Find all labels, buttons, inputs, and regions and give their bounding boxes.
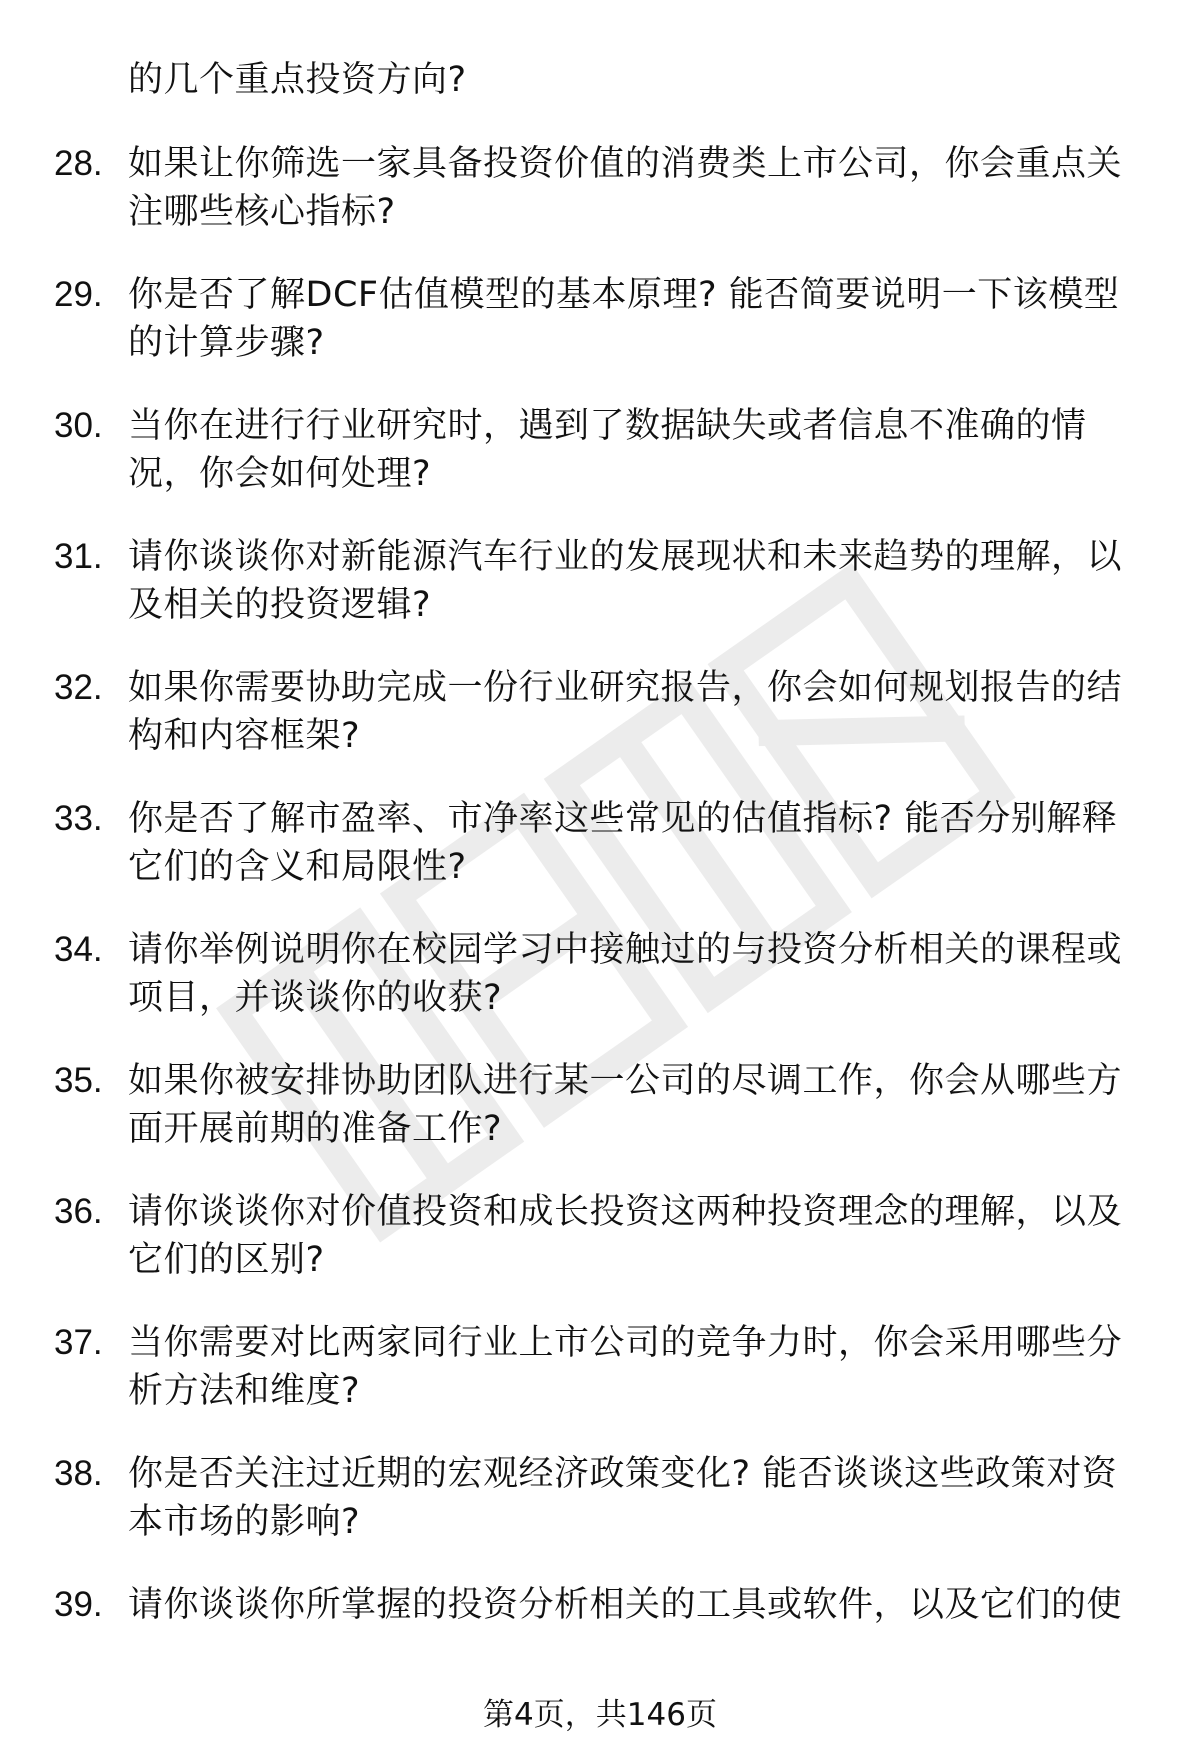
question-number: 34. (54, 930, 103, 969)
question-number: 37. (54, 1323, 103, 1362)
question-number: 36. (54, 1192, 103, 1231)
question-text: 如果让你筛选一家具备投资价值的消费类上市公司，你会重点关注哪些核心指标? (128, 144, 1123, 232)
question-text: 如果你需要协助完成一份行业研究报告，你会如何规划报告的结构和内容框架? (128, 668, 1123, 756)
question-text: 请你谈谈你对新能源汽车行业的发展现状和未来趋势的理解，以及相关的投资逻辑? (128, 537, 1123, 625)
question-text: 当你需要对比两家同行业上市公司的竞争力时，你会采用哪些分析方法和维度? (128, 1323, 1123, 1411)
question-item (0, 926, 1200, 1057)
question-text: 请你谈谈你所掌握的投资分析相关的工具或软件，以及它们的使 (128, 1585, 1123, 1625)
question-number: 35. (54, 1061, 103, 1100)
question-item (0, 1319, 1200, 1450)
question-text: 当你在进行行业研究时，遇到了数据缺失或者信息不准确的情况，你会如何处理? (128, 406, 1087, 494)
question-item (0, 533, 1200, 664)
question-number: 31. (54, 537, 103, 576)
question-text: 你是否了解DCF估值模型的基本原理? 能否简要说明一下该模型的计算步骤? (128, 275, 1120, 363)
question-text: 你是否关注过近期的宏观经济政策变化? 能否谈谈这些政策对资本市场的影响? (128, 1454, 1118, 1542)
question-item (0, 795, 1200, 926)
question-item (0, 1057, 1200, 1188)
question-text: 请你举例说明你在校园学习中接触过的与投资分析相关的课程或项目，并谈谈你的收获? (128, 930, 1123, 1018)
question-item (0, 1450, 1200, 1581)
question-number: 39. (54, 1585, 103, 1624)
question-item (0, 271, 1200, 402)
question-number: 30. (54, 406, 103, 445)
question-text: 你是否了解市盈率、市净率这些常见的估值指标? 能否分别解释它们的含义和局限性? (128, 799, 1118, 887)
continued-question-text: 的几个重点投资方向? (128, 60, 467, 100)
question-number: 33. (54, 799, 103, 838)
question-text: 请你谈谈你对价值投资和成长投资这两种投资理念的理解，以及它们的区别? (128, 1192, 1123, 1280)
question-number: 28. (54, 144, 103, 183)
question-item (0, 664, 1200, 795)
question-item (0, 402, 1200, 533)
question-item (0, 140, 1200, 271)
question-number: 38. (54, 1454, 103, 1493)
question-item (0, 1581, 1200, 1712)
page-footer: 第4页，共146页 (483, 1697, 717, 1733)
question-text: 如果你被安排协助团队进行某一公司的尽调工作，你会从哪些方面开展前期的准备工作? (128, 1061, 1123, 1149)
question-list (0, 140, 1200, 1712)
question-number: 29. (54, 275, 103, 314)
question-item (0, 1188, 1200, 1319)
question-number: 32. (54, 668, 103, 707)
